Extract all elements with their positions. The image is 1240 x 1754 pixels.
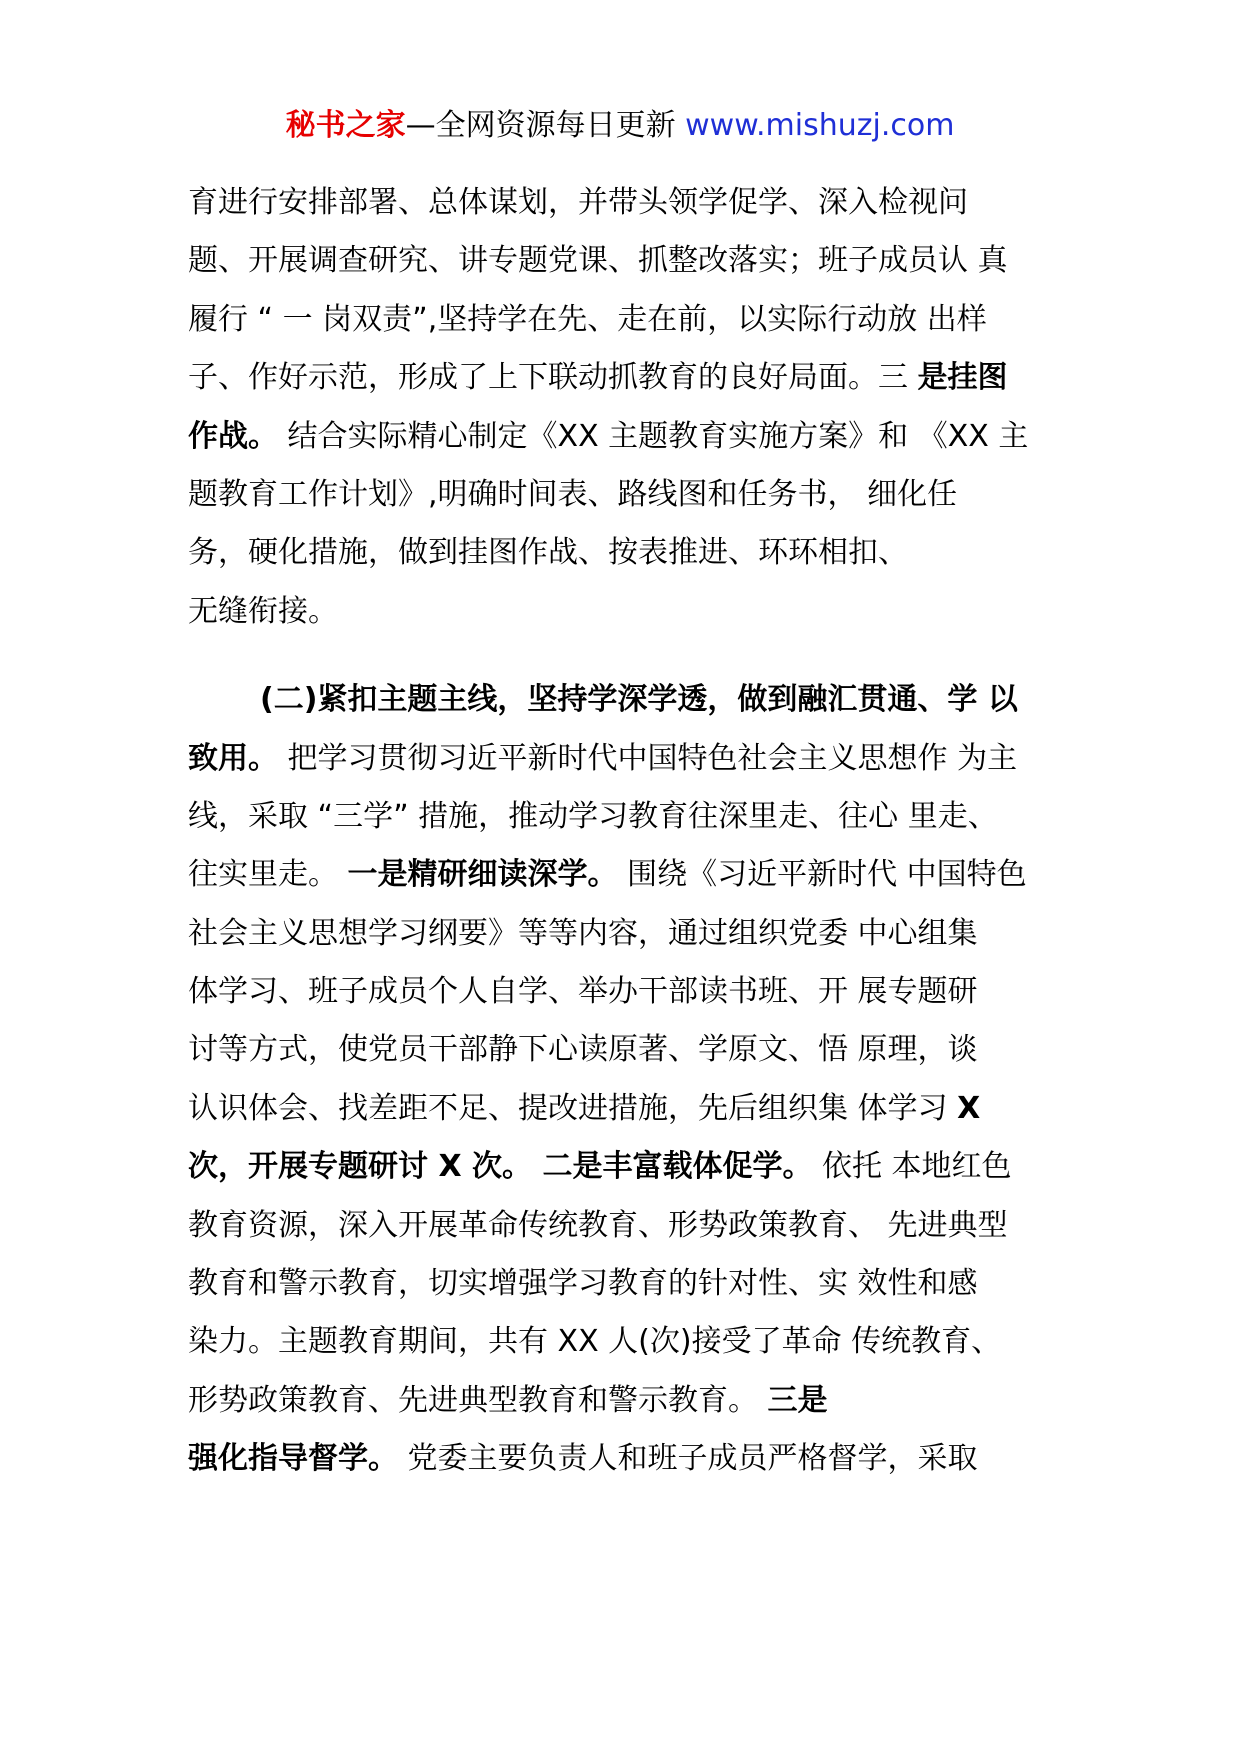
text-line [188, 1372, 1068, 1430]
text-line [188, 466, 1068, 524]
bold-text-run: 是挂图 [917, 360, 1008, 396]
text-line [188, 905, 1068, 963]
text-line [188, 963, 1068, 1021]
bold-text-run: 强化指导督学。 [188, 1441, 398, 1477]
text-run: 结合实际精心制定《XX 主题教育实施方案》和 《XX 主 [278, 418, 1029, 454]
bold-text-run: X [957, 1090, 981, 1126]
text-run: 形势政策教育、先进典型教育和警示教育。 [188, 1382, 768, 1418]
header-dash: — [405, 108, 436, 143]
header-slogan: 全网资源每日更新 [435, 108, 676, 143]
text-line [188, 583, 1068, 641]
bold-text-run: 三是 [767, 1382, 828, 1418]
text-run: 履行 “ 一 岗双责”,坚持学在先、走在前，以实际行动放 出样 [188, 301, 987, 337]
text-line [188, 524, 1068, 582]
document-body [188, 174, 1068, 1489]
text-line [188, 1430, 1068, 1488]
text-line [188, 671, 1068, 729]
text-run: 子、作好示范，形成了上下联动抓教育的良好局面。三 [188, 360, 918, 396]
text-run: 往实里走。 [188, 857, 348, 893]
bold-text-run: 作战。 [188, 418, 278, 454]
paragraph-1 [188, 174, 1068, 641]
text-run: 无缝衔接。 [188, 593, 338, 629]
text-line [188, 291, 1068, 349]
text-line [188, 1138, 1068, 1196]
paragraph-2 [188, 671, 1068, 1488]
text-run: 染力。主题教育期间，共有 XX 人(次)接受了革命 传统教育、 [188, 1324, 1002, 1360]
text-run: 体学习、班子成员个人自学、举办干部读书班、开 展专题研 [188, 974, 978, 1010]
text-run: 题教育工作计划》,明确时间表、路线图和任务书， 细化任 [188, 476, 958, 512]
text-line [188, 788, 1068, 846]
header-url[interactable]: www.mishuzj.com [685, 108, 955, 143]
text-run: 把学习贯彻习近平新时代中国特色社会主义思想作 为主 [278, 740, 1018, 776]
text-line [188, 1080, 1068, 1138]
text-run: 社会主义思想学习纲要》等等内容，通过组织党委 中心组集 [188, 915, 978, 951]
text-line [188, 730, 1068, 788]
text-line [188, 1021, 1068, 1079]
text-run: 务，硬化措施，做到挂图作战、按表推进、环环相扣、 [188, 535, 908, 571]
text-line [188, 232, 1068, 290]
text-line [188, 408, 1068, 466]
text-run: 教育和警示教育，切实增强学习教育的针对性、实 效性和感 [188, 1266, 978, 1302]
text-run: 围绕《习近平新时代 中国特色 [617, 857, 1027, 893]
bold-text-run: (二)紧扣主题主线，坚持学深学透，做到融汇贯通、学 以 [260, 682, 1018, 718]
text-run: 教育资源，深入开展革命传统教育、形势政策教育、 先进典型 [188, 1207, 1008, 1243]
text-run: 讨等方式，使党员干部静下心读原著、学原文、悟 原理，谈 [188, 1032, 978, 1068]
bold-text-run: 致用。 [188, 740, 278, 776]
text-line [188, 174, 1068, 232]
bold-text-run: 次，开展专题研讨 X 次。 二是丰富载体促学。 [188, 1149, 813, 1185]
text-line [188, 846, 1068, 904]
text-run: 党委主要负责人和班子成员严格督学，采取 [398, 1441, 978, 1477]
text-line [188, 349, 1068, 407]
text-run: 题、开展调查研究、讲专题党课、抓整改落实；班子成员认 真 [188, 243, 1008, 279]
brand-name: 秘书之家 [285, 108, 406, 143]
paragraph-gap [188, 641, 1068, 671]
text-run: 认识体会、找差距不足、提改进措施，先后组织集 体学习 [188, 1090, 958, 1126]
text-line [188, 1197, 1068, 1255]
page-header [0, 98, 1240, 154]
text-line [188, 1255, 1068, 1313]
text-run: 育进行安排部署、总体谋划，并带头领学促学、深入检视问 [188, 185, 968, 220]
text-run: 依托 本地红色 [812, 1149, 1012, 1185]
text-run: 线，采取 “三学” 措施，推动学习教育往深里走、往心 里走、 [188, 798, 998, 834]
bold-text-run: 一是精研细读深学。 [347, 857, 618, 893]
text-line [188, 1313, 1068, 1371]
